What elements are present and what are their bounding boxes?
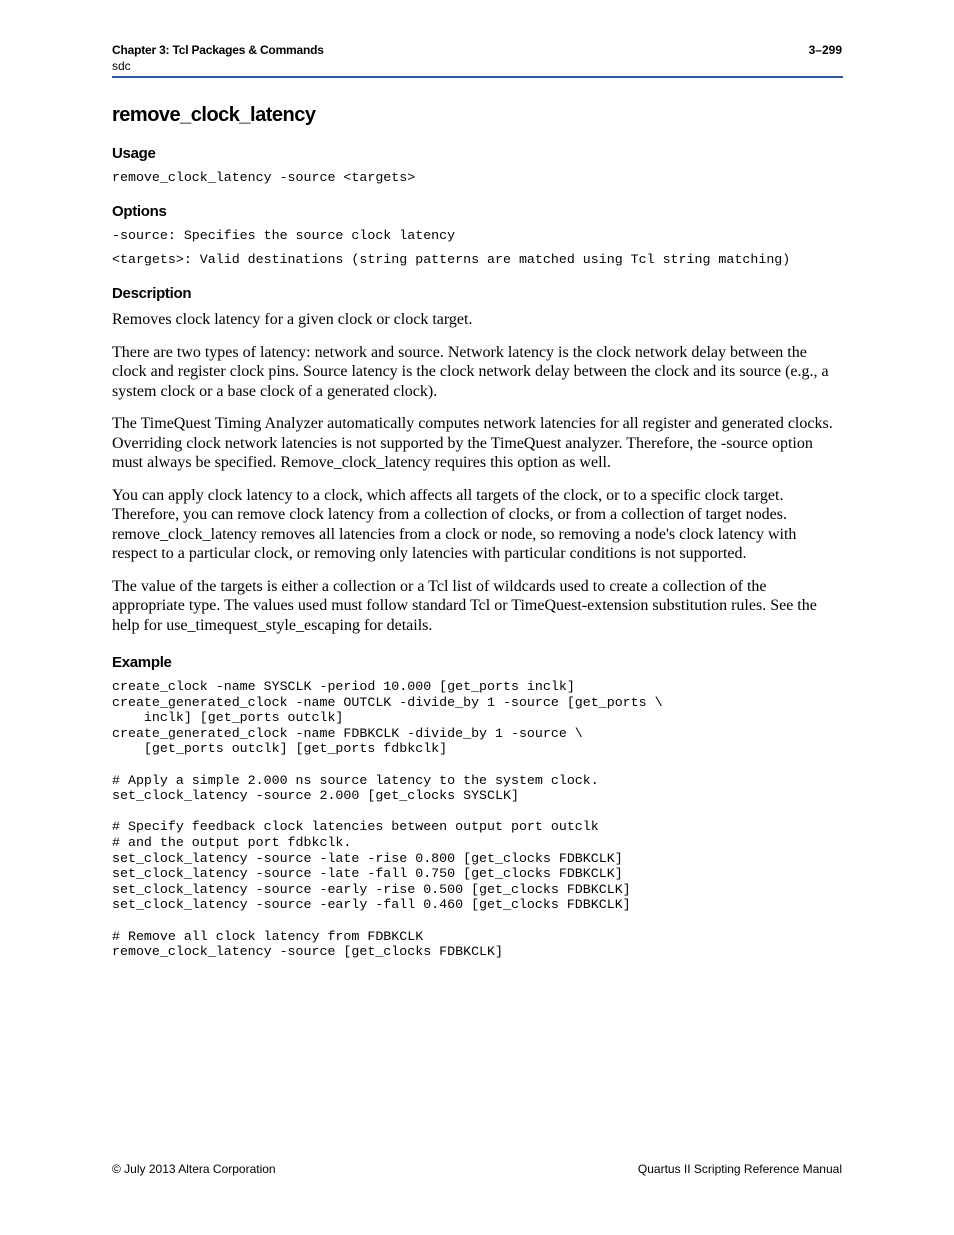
footer-copyright: © July 2013 Altera Corporation (112, 1162, 276, 1176)
description-paragraph: There are two types of latency: network and source. Network latency is the clock network delay between the clock and register clock pins. Source latency is the clock network delay between the clock and its source (e.g., a system clock or a base clock of a generated clock). (112, 343, 829, 400)
running-header-section: sdc (112, 59, 131, 73)
header-divider (112, 76, 843, 78)
description-paragraph: You can apply clock latency to a clock, which affects all targets of the clock, or to a specific clock target. Therefore, you can remove clock latency from a collection of clocks, or from a collection of target nodes. remove_clock_latency removes all latencies from a clock or node, so removing a node's clock latency with respect to a particular clock, or removing only latencies with particular conditions is not supported. (112, 486, 797, 562)
usage-text: remove_clock_latency -source <targets> (112, 170, 416, 185)
description-paragraph: The TimeQuest Timing Analyzer automatically computes network latencies for all register and generated clocks. Overriding clock network latencies is not supported by the TimeQuest analyzer. Therefore, the -source option must always be specified. Remove_clock_latency requires this option as well. (112, 415, 833, 471)
options-heading: Options (112, 203, 167, 220)
description-paragraph: The value of the targets is either a collection or a Tcl list of wildcards used to create a collection of the appropriate type. The values used must follow standard Tcl or TimeQuest-extension substitution rules. See the help for use_timequest_style_escaping for details. (112, 577, 817, 634)
description-heading: Description (112, 285, 192, 302)
page-number: 3–299 (808, 43, 842, 57)
page-content (112, 104, 843, 960)
option-targets: <targets>: Valid destinations (string patterns are matched using Tcl string matching) (112, 252, 791, 267)
page-title: remove_clock_latency (112, 104, 316, 126)
example-code-block: create_clock -name SYSCLK -period 10.000 [get_ports inclk] create_generated_clock -name OUTCLK -divide_by 1 -source [get_ports \ inclk] [get_ports outclk] create_generated_clock -name FDBKCLK -divide_by 1 -source \ [get_ports outclk] [get_ports fdbkclk] # Apply a simple 2.000 ns source latency to the system clock. set_clock_latency -source 2.000 [get_clocks SYSCLK] # Specify feedback clock latencies between output port outclk # and the output port fdbkclk. set_clock_latency -source -late -rise 0.800 [get_clocks FDBKCLK] set_clock_latency -source -late -fall 0.750 [get_clocks FDBKCLK] set_clock_latency -source -early -rise 0.500 [get_clocks FDBKCLK] set_clock_latency -source -early -fall 0.460 [get_clocks FDBKCLK] # Remove all clock latency from FDBKCLK remove_clock_latency -source [get_clocks FDBKCLK] (112, 679, 663, 960)
running-header-chapter: Chapter 3: Tcl Packages & Commands (112, 43, 324, 57)
footer-manual-title: Quartus II Scripting Reference Manual (637, 1162, 842, 1176)
option-source: -source: Specifies the source clock latency (112, 228, 456, 243)
description-paragraph: Removes clock latency for a given clock or clock target. (112, 311, 473, 328)
example-heading: Example (112, 654, 172, 671)
usage-heading: Usage (112, 145, 156, 162)
